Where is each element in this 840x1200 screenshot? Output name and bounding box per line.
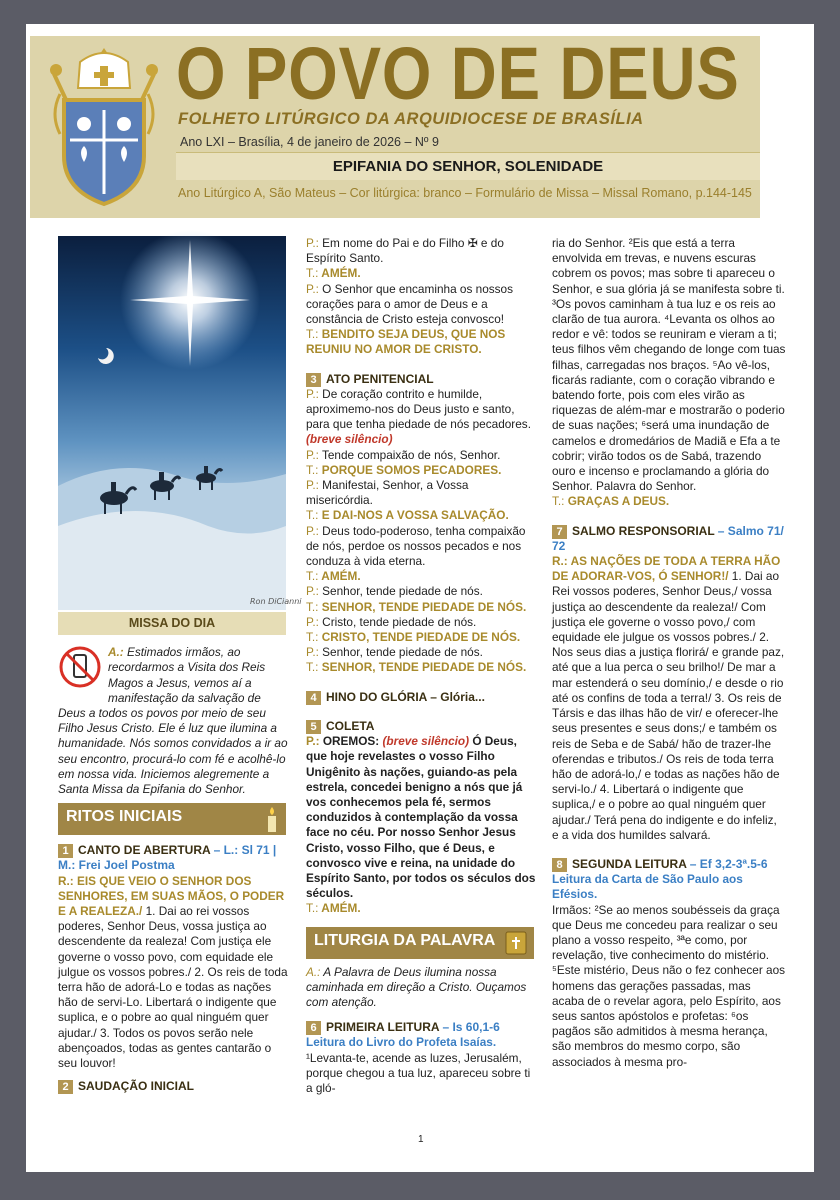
reading-response: GRAÇAS A DEUS. (564, 494, 670, 509)
page-number: 1 (418, 1134, 424, 1145)
penitential-t2: PORQUE SOMOS PECADORES. (318, 462, 502, 477)
column-2 (306, 236, 536, 1096)
no-phone-icon (58, 645, 102, 689)
kyrie-t1: SENHOR, TENDE PIEDADE DE NÓS. (318, 599, 527, 614)
priest-label: P.: (306, 478, 319, 493)
bottom-margin (26, 1172, 814, 1200)
liturgical-info: Ano Litúrgico A, São Mateus – Cor litúrgica: branco – Formulário de Missa – Missal Romano, p.144-145 (178, 186, 752, 200)
section-4-title: HINO DO GLÓRIA (326, 689, 427, 704)
section-7-ref: – Salmo 71/ 72 (552, 523, 784, 553)
priest-label: P.: (306, 645, 319, 660)
intro-block (58, 645, 288, 797)
section-1-ref: – L.: Sl 71 | M.: Frei Joel Postma (58, 843, 277, 873)
ritos-iniciais-bar (58, 803, 286, 835)
section-8-ref: – Ef 3,2-3ª.5-6 (686, 856, 768, 871)
collect-response: AMÉM. (318, 901, 361, 916)
section-1-refrain: R.: EIS QUE VEIO O SENHOR DOS SENHORES, EM SUAS MÃOS, O PODER E A REALEZA./ (58, 873, 285, 919)
psalm-text: 1. Dai ao Rei vossos poderes, Senhor Deus,/ vossa justiça ao descendente da realeza!/ Com justiça ele governe o vosso povo,/ com equidade ele julgue os vossos pobres./ 2. Nos seus dias a justiça florirá/ e grande paz, até que a lua perca o seu brilho!/ De mar a mar estenderá o seu domínio,/ e desde o rio até os confins de toda a terra!/ 3. Os reis de Társis e das ilhas hão de vir/ e oferecer-lhe seus presentes e seus dons;/ e também os reis de Seba e de Sabá/ hão de trazer-lhe oferendas e tributos./ Os reis de toda terra hão de adorá-lo,/ e todas as nações hão de servi-lo./ 4. Libertará o indigente que suplica,/ e o pobre ao qual ninguém quer ajudar./ Terá pena do indigente e do infeliz, e a vida dos humildes salvará. (552, 569, 785, 842)
section-number-7: 7 (552, 525, 567, 539)
oremos: OREMOS: (319, 734, 380, 749)
kyrie-t3: SENHOR, TENDE PIEDADE DE NÓS. (318, 660, 527, 675)
kyrie-p1: Senhor, tende piedade de nós. (318, 584, 483, 599)
section-1-text: 1. Dai ao rei vossos poderes, Senhor Deus, vossa justiça ao descendente da realeza! Com justiça ele governe o vosso povo, com equidade ele julgue os vossos pobres./ 2. Os reis de toda terra hão de adorá-Lo e todas as nações hão de servi-Lo. Libertará o indigente que suplica, e o pobre ao qual ninguém quer ajudar./ 3. Todos os povos serão nele abençoados, todas as gentes cantarão o seu louvor! (58, 904, 288, 1071)
priest-label: P.: (306, 734, 320, 749)
kyrie-p3: Senhor, tende piedade de nós. (318, 645, 483, 660)
section-4-extra: – Glória... (426, 689, 485, 704)
penitential-p2: Tende compaixão de nós, Senhor. (318, 447, 501, 462)
star-and-camels-icon (58, 236, 302, 610)
masthead (30, 32, 760, 218)
priest-label: P.: (306, 447, 319, 462)
greeting-priest-2: O Senhor que encaminha os nossos corações para o amor de Deus e a constância de Cristo esteja convosco! (306, 281, 514, 327)
silence-note: (breve silêncio) (306, 432, 393, 447)
section-6-ref: – Is 60,1-6 (439, 1020, 500, 1035)
publication-title: O POVO DE DEUS (176, 32, 740, 115)
kyrie-t2: CRISTO, TENDE PIEDADE DE NÓS. (318, 630, 521, 645)
people-label: T.: (306, 901, 319, 916)
section-1-title: CANTO DE ABERTURA (78, 843, 211, 858)
column-1 (58, 236, 302, 1094)
first-reading-continued: ria do Senhor. ²Eis que está a terra envolvida em trevas, e nuvens escuras cobrem os povos; mas sobre ti apareceu o Senhor, e sua glória já se manifesta sobre ti. ³Os povos caminham à tua luz e os reis ao clarão de tua aurora. ⁴Levanta os olhos ao redor e vê: todos se reuniram e vieram a ti; teus filhos vêm chegando de longe com tuas filhas, carregadas nos braços. ⁵Ao vê-los, ficarás radiante, com o coração vibrando e batendo forte, pois com eles virão as riquezas de além-mar e mostrarão o poderio de suas nações; ⁶será uma inundação de camelos e dromedários de Madiã e Efa a te cobrir; virão todos os de Sabá, trazendo ouro e incenso e proclamando a glória do Senhor. Palavra do Senhor. (552, 236, 786, 494)
penitential-t3: E DAI-NOS A VOSSA SALVAÇÃO. (318, 508, 509, 523)
liturgia-palavra-title: LITURGIA DA PALAVRA (314, 931, 496, 949)
section-8-title: SEGUNDA LEITURA (572, 856, 687, 871)
people-label: T.: (306, 508, 319, 523)
people-label: T.: (306, 327, 319, 342)
section-2-title: SAUDAÇÃO INICIAL (78, 1079, 194, 1094)
people-label: T.: (306, 266, 319, 281)
priest-label: P.: (306, 386, 319, 401)
people-label: T.: (306, 462, 319, 477)
feast-title: EPIFANIA DO SENHOR, SOLENIDADE (332, 158, 604, 175)
feast-bar (176, 152, 760, 180)
artist-signature: Ron DiCianni (250, 597, 302, 606)
first-reading-text: ¹Levanta-te, acende as luzes, Jerusalém, porque chegou a tua luz, apareceu sobre ti a gló- (306, 1050, 531, 1095)
priest-label: P.: (306, 584, 319, 599)
second-reading-book: Leitura da Carta de São Paulo aos Efésios. (552, 872, 743, 902)
section-number-3: 3 (306, 373, 321, 387)
priest-label: P.: (306, 281, 319, 296)
bible-icon (504, 930, 528, 956)
people-label: T.: (552, 494, 565, 509)
section-number-6: 6 (306, 1021, 321, 1035)
penitential-t4: AMÉM. (318, 569, 361, 584)
section-number-8: 8 (552, 858, 567, 872)
people-label: T.: (306, 599, 319, 614)
liturgia-palavra-bar (306, 927, 534, 959)
section-7-title: SALMO RESPONSORIAL (572, 523, 715, 538)
people-label: T.: (306, 660, 319, 675)
section-6-title: PRIMEIRA LEITURA (326, 1020, 440, 1035)
archdiocese-crest-icon (40, 44, 168, 210)
priest-label: P.: (306, 614, 319, 629)
penitential-p4: Deus todo-poderoso, tenha compaixão de nós, perdoe os nossos pecados e nos conduza à vida eterna. (306, 523, 526, 569)
ritos-iniciais-title: RITOS INICIAIS (66, 808, 183, 826)
second-reading-text: Irmãos: ²Se ao menos soubésseis da graça que Deus me concedeu para realizar o seu plano a vosso respeito, ³ªe como, por revelação, tive conhecimento do mistério. ⁵Este mistério, Deus não o fez conhecer aos homens das gerações passadas, mas acaba de o revelar agora, pelo Espírito, aos seus santos apóstolos e profetas: ⁶os pagãos são admitidos à mesma herança, são membros do mesmo corpo, são associados à mesma pro- (552, 902, 786, 1069)
column-3 (552, 236, 786, 1070)
greeting-response-2: BENDITO SEJA DEUS, QUE NOS REUNIU NO AMOR DE CRISTO. (306, 327, 506, 357)
greeting-priest: Em nome do Pai e do Filho ✠ e do Espírito Santo. (306, 236, 504, 266)
issue-line: Ano LXI – Brasília, 4 de janeiro de 2026 – Nº 9 (180, 135, 439, 149)
section-number-2: 2 (58, 1080, 73, 1094)
magi-illustration (58, 236, 302, 610)
first-reading-book: Leitura do Livro do Profeta Isaías. (306, 1035, 497, 1050)
silence-note: (breve silêncio) (379, 734, 470, 749)
word-intro: A Palavra de Deus ilumina nossa caminhada em direção a Cristo. Ouçamos com atenção. (306, 964, 527, 1009)
section-5-title: COLETA (326, 718, 375, 733)
priest-label: P.: (306, 236, 319, 250)
greeting-response: AMÉM. (318, 266, 361, 281)
section-number-4: 4 (306, 691, 321, 705)
publication-subtitle: FOLHETO LITÚRGICO DA ARQUIDIOCESE DE BRASÍLIA (178, 110, 644, 128)
kyrie-p2: Cristo, tende piedade de nós. (318, 614, 477, 629)
collect-prayer: Ó Deus, que hoje revelastes o vosso Filho Unigênito às nações, guiando-as pela estrela, concedei benigno a nós que já vos conhecemos pela fé, sermos conduzidos à contemplação da vossa face no céu. Por nosso Senhor Jesus Cristo, vosso Filho, que é Deus, e convosco vive e reina, na unidade do Espírito Santo, por todos os séculos dos séculos. (306, 734, 536, 901)
priest-label: P.: (306, 523, 319, 538)
penitential-p3: Manifestai, Senhor, a Vossa misericórdia. (306, 478, 469, 508)
mass-caption: MISSA DO DIA (58, 612, 286, 635)
intro-label: A.: (108, 645, 124, 660)
people-label: T.: (306, 569, 319, 584)
people-label: T.: (306, 630, 319, 645)
penitential-intro: De coração contrito e humilde, aproximemo-nos do Deus justo e santo, para que tenha piedade de nós pecadores. (306, 386, 531, 432)
section-number-1: 1 (58, 844, 73, 858)
candle-icon (264, 806, 280, 832)
section-number-5: 5 (306, 720, 321, 734)
section-3-title: ATO PENITENCIAL (326, 371, 434, 386)
intro-text: Estimados irmãos, ao recordarmos a Visita dos Reis Magos a Jesus, vemos aí a manifestação da salvação de Deus a todos os povos por meio de seu Filho Jesus Cristo. Ele é luz que ilumina a humanidade. Nós somos convidados a ir ao seu encontro, procurá-lo com fé e acolhê-lo em nossa vida. Iniciemos alegremente a Santa Missa da Epifania do Senhor. (58, 645, 288, 797)
commentator-label: A.: (306, 964, 321, 979)
psalm-refrain: R.: AS NAÇÕES DE TODA A TERRA HÃO DE ADORAR-VOS, Ó SENHOR!/ (552, 554, 781, 584)
